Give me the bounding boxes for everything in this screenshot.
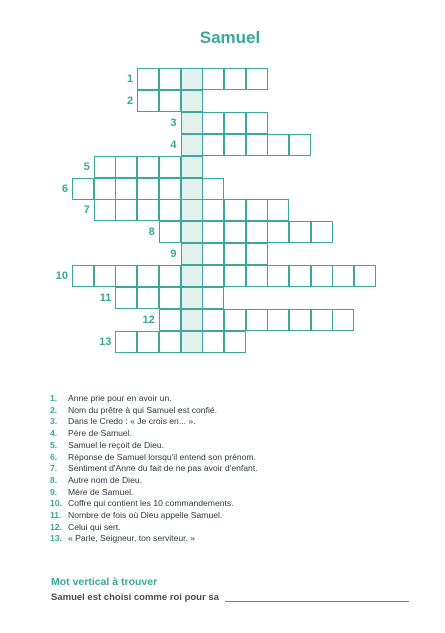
grid-cell[interactable] bbox=[311, 309, 333, 331]
clue-number: 6. bbox=[50, 451, 58, 462]
grid-cell[interactable] bbox=[181, 90, 203, 112]
grid-cell[interactable] bbox=[159, 68, 181, 90]
grid-cell[interactable] bbox=[202, 68, 224, 90]
clue-text: Autre nom de Dieu. bbox=[68, 474, 143, 485]
clue-item bbox=[50, 416, 258, 428]
grid-cell[interactable] bbox=[137, 90, 159, 112]
row-number-11: 11 bbox=[99, 292, 112, 304]
grid-cell[interactable] bbox=[246, 243, 268, 265]
row-number-7: 7 bbox=[83, 204, 90, 217]
clue-item bbox=[50, 533, 258, 545]
answer-blank-line[interactable] bbox=[225, 601, 409, 602]
grid-cell[interactable] bbox=[224, 243, 246, 265]
clue-number: 12. bbox=[50, 521, 62, 532]
grid-cell[interactable] bbox=[181, 309, 203, 331]
clue-text: Réponse de Samuel lorsqu'il entend son prénom. bbox=[68, 451, 256, 462]
row-number-9: 9 bbox=[170, 248, 177, 261]
clue-item bbox=[50, 440, 258, 452]
clue-text: Nom du prêtre à qui Samuel est confié. bbox=[68, 404, 218, 415]
clue-list bbox=[50, 393, 258, 545]
grid-cell[interactable] bbox=[202, 112, 224, 134]
clue-item bbox=[50, 510, 258, 522]
grid-cell[interactable] bbox=[267, 134, 289, 156]
clue-number: 5. bbox=[50, 439, 58, 450]
grid-cell[interactable] bbox=[159, 309, 181, 331]
grid-cell[interactable] bbox=[311, 221, 333, 243]
clue-number: 10. bbox=[50, 498, 62, 509]
grid-cell[interactable] bbox=[354, 265, 376, 287]
grid-cell[interactable] bbox=[94, 199, 116, 221]
grid-cell[interactable] bbox=[246, 221, 268, 243]
vertical-word-title: Mot vertical à trouver bbox=[51, 576, 158, 588]
grid-cell[interactable] bbox=[246, 199, 268, 221]
grid-cell[interactable] bbox=[137, 178, 159, 200]
grid-cell[interactable] bbox=[181, 331, 203, 353]
grid-cell[interactable] bbox=[202, 331, 224, 353]
clue-number: 9. bbox=[50, 486, 58, 497]
grid-cell[interactable] bbox=[159, 287, 181, 309]
clue-number: 13. bbox=[50, 533, 62, 544]
grid-cell[interactable] bbox=[202, 243, 224, 265]
grid-cell[interactable] bbox=[181, 112, 203, 134]
grid-cell[interactable] bbox=[181, 287, 203, 309]
grid-cell[interactable] bbox=[332, 309, 354, 331]
grid-cell[interactable] bbox=[181, 134, 203, 156]
grid-cell[interactable] bbox=[224, 112, 246, 134]
grid-cell[interactable] bbox=[181, 265, 203, 287]
grid-cell[interactable] bbox=[246, 68, 268, 90]
clue-number: 1. bbox=[50, 393, 58, 403]
row-number-2: 2 bbox=[126, 94, 134, 107]
grid-cell[interactable] bbox=[159, 265, 181, 287]
grid-cell[interactable] bbox=[94, 265, 116, 287]
grid-cell[interactable] bbox=[332, 265, 354, 287]
row-number-3: 3 bbox=[170, 116, 177, 129]
grid-cell[interactable] bbox=[159, 199, 181, 221]
row-number-4: 4 bbox=[170, 138, 177, 151]
clue-text: Dans le Credo : « Je crois en... ». bbox=[68, 416, 196, 427]
grid-cell[interactable] bbox=[224, 68, 246, 90]
grid-cell[interactable] bbox=[202, 287, 224, 309]
grid-cell[interactable] bbox=[181, 243, 203, 265]
grid-cell[interactable] bbox=[202, 199, 224, 221]
grid-cell[interactable] bbox=[246, 265, 268, 287]
clue-number: 4. bbox=[50, 428, 58, 439]
clue-text: Coffre qui contient les 10 commandements. bbox=[68, 498, 234, 509]
grid-cell[interactable] bbox=[159, 90, 181, 112]
grid-cell[interactable] bbox=[115, 178, 137, 200]
clue-item bbox=[50, 405, 258, 417]
grid-cell[interactable] bbox=[137, 199, 159, 221]
grid-cell[interactable] bbox=[267, 199, 289, 221]
grid-cell[interactable] bbox=[289, 265, 311, 287]
grid-cell[interactable] bbox=[159, 178, 181, 200]
grid-cell[interactable] bbox=[202, 178, 224, 200]
grid-cell[interactable] bbox=[137, 331, 159, 353]
clue-text: Anne prie pour en avoir un. bbox=[68, 393, 172, 403]
grid-cell[interactable] bbox=[137, 68, 159, 90]
grid-cell[interactable] bbox=[224, 199, 246, 221]
clue-item bbox=[50, 498, 258, 510]
grid-cell[interactable] bbox=[289, 309, 311, 331]
clue-number: 3. bbox=[50, 416, 58, 427]
clue-text: Mère de Samuel. bbox=[68, 486, 134, 497]
clue-text: Nombre de fois où Dieu appelle Samuel. bbox=[68, 510, 223, 521]
clue-text: Sentiment d'Anne du fait de ne pas avoir d'enfant. bbox=[68, 463, 258, 474]
clue-item bbox=[50, 522, 258, 534]
grid-cell[interactable] bbox=[137, 156, 159, 178]
grid-cell[interactable] bbox=[202, 134, 224, 156]
grid-cell[interactable] bbox=[181, 199, 203, 221]
clue-number: 2. bbox=[50, 404, 58, 415]
row-number-10: 10 bbox=[55, 270, 68, 283]
row-number-8: 8 bbox=[148, 226, 155, 239]
row-number-6: 6 bbox=[61, 182, 68, 195]
grid-cell[interactable] bbox=[181, 221, 203, 243]
clue-text: Celui qui sert. bbox=[68, 521, 121, 532]
grid-cell[interactable] bbox=[181, 156, 203, 178]
page-title: Samuel bbox=[199, 28, 261, 47]
grid-cell[interactable] bbox=[115, 199, 137, 221]
clue-number: 7. bbox=[50, 463, 58, 474]
grid-cell[interactable] bbox=[289, 221, 311, 243]
grid-cell[interactable] bbox=[115, 287, 137, 309]
grid-cell[interactable] bbox=[224, 309, 246, 331]
grid-cell[interactable] bbox=[137, 287, 159, 309]
grid-cell[interactable] bbox=[224, 331, 246, 353]
clue-item bbox=[50, 452, 258, 464]
row-number-5: 5 bbox=[83, 160, 90, 173]
grid-cell[interactable] bbox=[94, 156, 116, 178]
clue-item bbox=[50, 393, 258, 405]
vertical-word-sentence: Samuel est choisi comme roi pour sa bbox=[51, 592, 219, 603]
row-number-12: 12 bbox=[142, 313, 155, 326]
grid-cell[interactable] bbox=[72, 265, 94, 287]
grid-cell[interactable] bbox=[115, 156, 137, 178]
grid-cell[interactable] bbox=[267, 265, 289, 287]
grid-cell[interactable] bbox=[224, 265, 246, 287]
grid-cell[interactable] bbox=[289, 134, 311, 156]
grid-cell[interactable] bbox=[181, 68, 203, 90]
grid-cell[interactable] bbox=[94, 178, 116, 200]
grid-cell[interactable] bbox=[224, 221, 246, 243]
clue-number: 8. bbox=[50, 474, 58, 485]
grid-cell[interactable] bbox=[202, 265, 224, 287]
grid-cell[interactable] bbox=[159, 156, 181, 178]
grid-cell[interactable] bbox=[115, 331, 137, 353]
clue-number: 11. bbox=[50, 510, 62, 521]
grid-cell[interactable] bbox=[72, 178, 94, 200]
grid-cell[interactable] bbox=[311, 265, 333, 287]
row-number-1: 1 bbox=[126, 73, 134, 85]
clue-item bbox=[50, 475, 258, 487]
grid-cell[interactable] bbox=[202, 309, 224, 331]
grid-cell[interactable] bbox=[137, 265, 159, 287]
grid-cell[interactable] bbox=[202, 221, 224, 243]
grid-cell[interactable] bbox=[246, 309, 268, 331]
grid-cell[interactable] bbox=[159, 331, 181, 353]
grid-cell[interactable] bbox=[181, 178, 203, 200]
clue-text: « Parle, Seigneur, ton serviteur. » bbox=[68, 533, 196, 544]
grid-cell[interactable] bbox=[267, 221, 289, 243]
clue-text: Samuel le reçoit de Dieu. bbox=[68, 439, 165, 450]
clue-item bbox=[50, 487, 258, 499]
row-number-13: 13 bbox=[99, 335, 112, 348]
grid-cell[interactable] bbox=[115, 265, 137, 287]
grid-cell[interactable] bbox=[246, 112, 268, 134]
clue-text: Père de Samuel. bbox=[68, 428, 133, 439]
clue-item bbox=[50, 463, 258, 475]
clue-item bbox=[50, 428, 258, 440]
grid-cell[interactable] bbox=[267, 309, 289, 331]
grid-cell[interactable] bbox=[246, 134, 268, 156]
grid-cell[interactable] bbox=[159, 221, 181, 243]
grid-cell[interactable] bbox=[224, 134, 246, 156]
